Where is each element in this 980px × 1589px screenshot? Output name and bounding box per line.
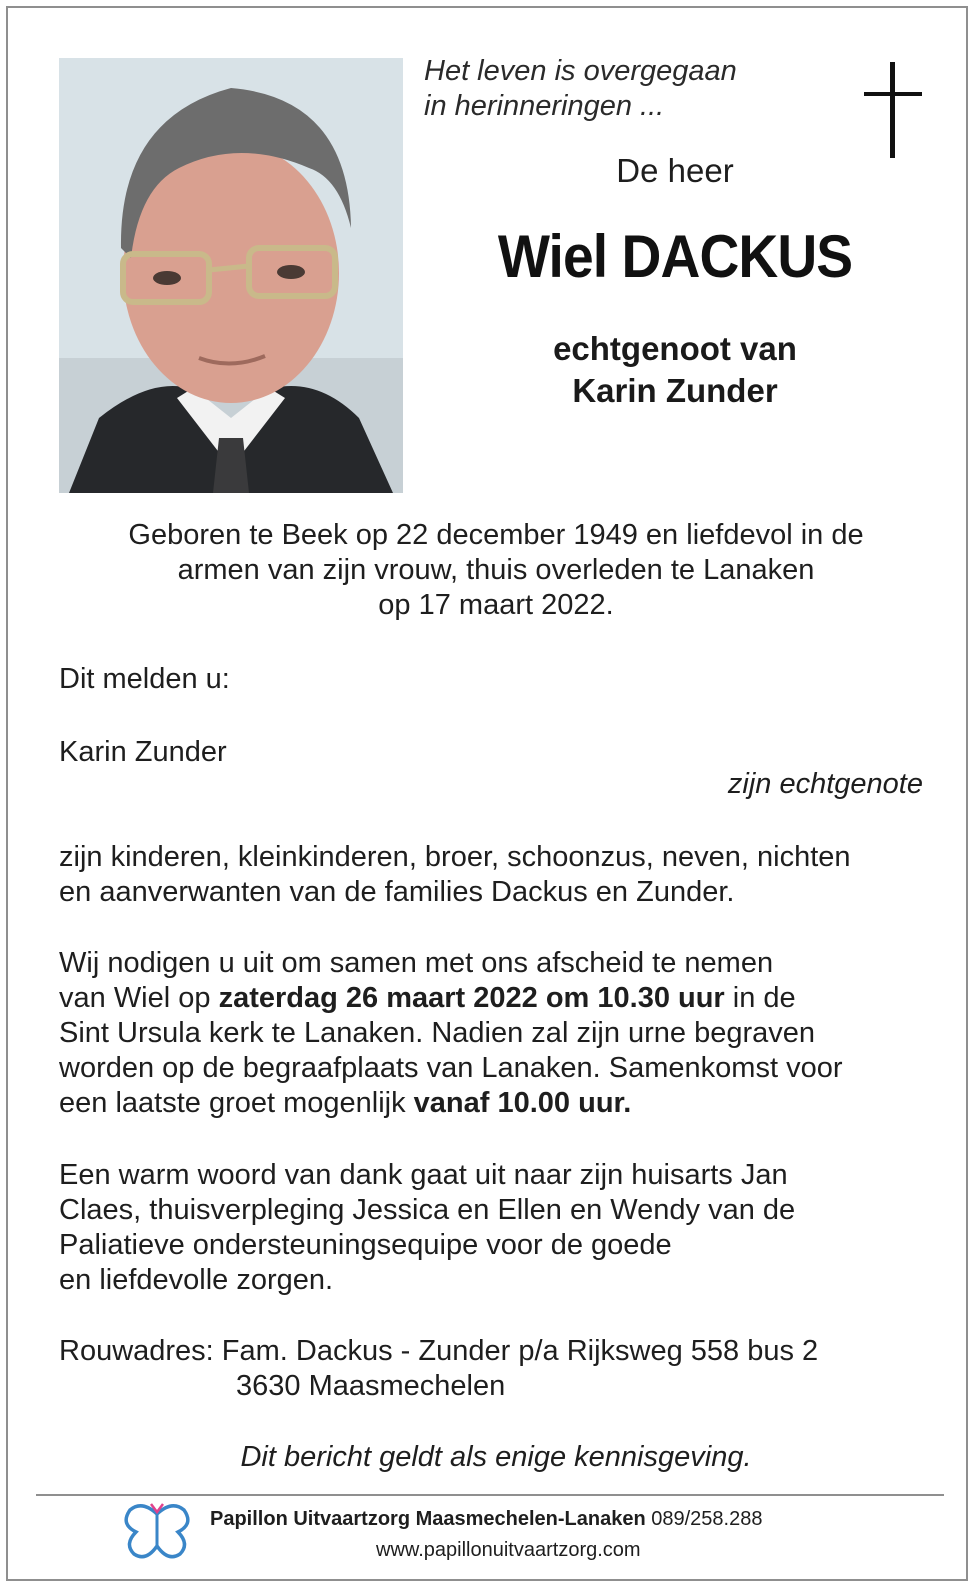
mourning-address-city: 3630 Maasmechelen — [236, 1370, 506, 1402]
butterfly-logo-icon — [122, 1500, 192, 1562]
company-phone: 089/258.288 — [645, 1508, 763, 1530]
gathering-time: vanaf 10.00 uur. — [413, 1087, 632, 1119]
funeral-invitation — [59, 946, 843, 1121]
funeral-home-website: www.papillonuitvaartzorg.com — [376, 1539, 641, 1561]
portrait-photo — [59, 58, 403, 493]
invitation-line: worden op de begraafplaats van Lanaken. Samenkomst voor — [59, 1052, 843, 1084]
quote — [424, 54, 737, 124]
invitation-text: van Wiel op — [59, 982, 219, 1014]
spouse-relation: echtgenoot van — [553, 330, 797, 367]
deceased-name: Wiel DACKUS — [497, 223, 853, 290]
birth-line: armen van zijn vrouw, thuis overleden te Lanaken — [177, 554, 815, 586]
announcers-intro: Dit melden u: — [59, 663, 230, 695]
quote-line: in herinneringen ... — [424, 90, 665, 122]
birth-line: Geboren te Beek op 22 december 1949 en liefdevol in de — [128, 519, 864, 551]
spouse-name: Karin Zunder — [572, 372, 778, 409]
announcer-spouse-name: Karin Zunder — [59, 736, 227, 768]
footer-divider — [36, 1494, 944, 1496]
invitation-line — [59, 981, 843, 1016]
birth-death-notice — [59, 518, 933, 623]
thanks-line: Paliatieve ondersteuningsequipe voor de goede — [59, 1229, 672, 1261]
thanks-line: Een warm woord van dank gaat uit naar zijn huisarts Jan — [59, 1159, 788, 1191]
invitation-line: Wij nodigen u uit om samen met ons afscheid te nemen — [59, 947, 774, 979]
family-line: en aanverwanten van de families Dackus en Zunder. — [59, 876, 735, 908]
invitation-text: een laatste groet mogenlijk — [59, 1087, 414, 1119]
thanks-line: Claes, thuisverpleging Jessica en Ellen en Wendy van de — [59, 1194, 796, 1226]
company-name: Papillon Uitvaartzorg Maasmechelen-Lanaken — [210, 1508, 646, 1530]
birth-line: op 17 maart 2022. — [378, 589, 614, 621]
quote-line: Het leven is overgegaan — [424, 55, 737, 87]
cross-icon — [864, 62, 922, 158]
invitation-text: in de — [724, 982, 796, 1014]
funeral-home-name — [210, 1508, 762, 1531]
service-datetime: zaterdag 26 maart 2022 om 10.30 uur — [218, 982, 725, 1014]
thanks-line: en liefdevolle zorgen. — [59, 1264, 334, 1296]
mourning-address: Rouwadres: Fam. Dackus - Zunder p/a Rijksweg 558 bus 2 — [59, 1335, 819, 1367]
family-list — [59, 840, 851, 910]
closing-statement: Dit bericht geldt als enige kennisgeving. — [240, 1441, 752, 1473]
invitation-line: Sint Ursula kerk te Lanaken. Nadien zal zijn urne begraven — [59, 1017, 816, 1049]
thanks-paragraph — [59, 1158, 795, 1298]
announcer-spouse-role: zijn echtgenote — [727, 768, 923, 800]
invitation-line — [59, 1086, 843, 1121]
family-line: zijn kinderen, kleinkinderen, broer, schoonzus, neven, nichten — [59, 841, 851, 873]
honorific: De heer — [616, 152, 734, 189]
